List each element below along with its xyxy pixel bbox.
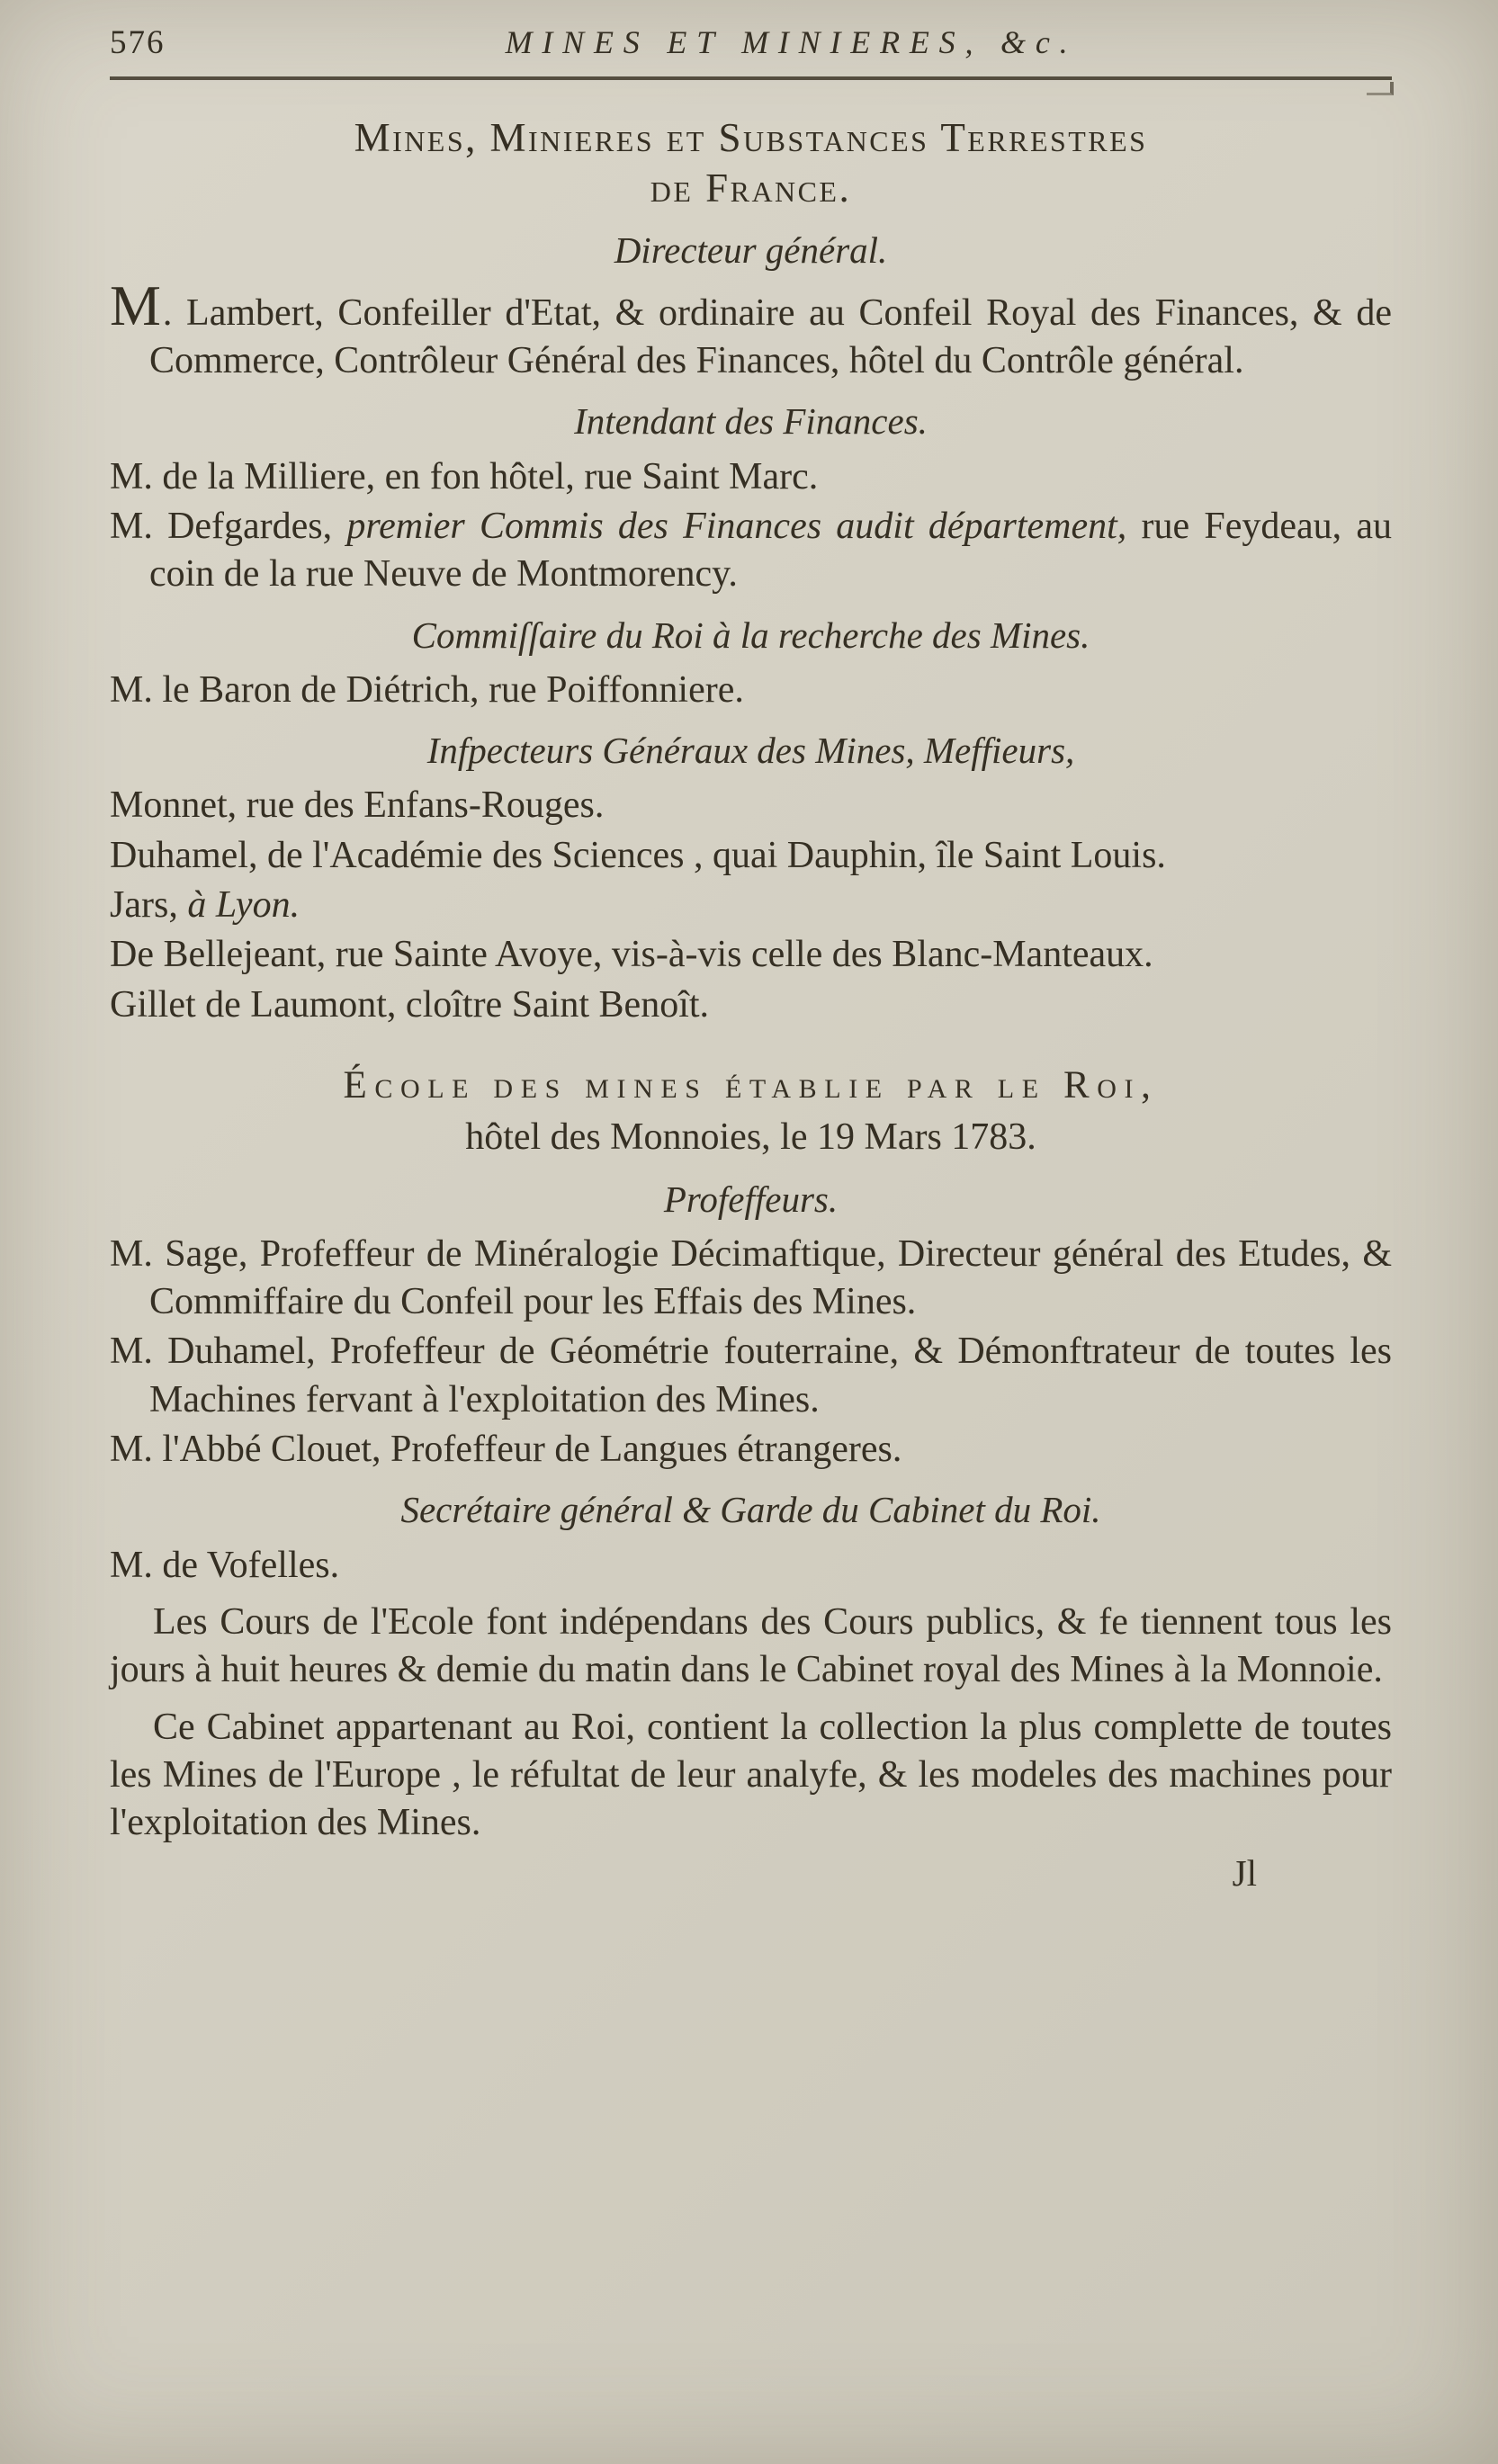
entry-duhamel-professeur: M. Duhamel, Profeffeur de Géométrie fouterraine, & Démonftrateur de toutes les Machines fervant à l'exploitation des Mines.	[110, 1331, 1392, 1420]
header-rule	[110, 76, 1392, 80]
entry-monnet: Monnet, rue des Enfans-Rouges.	[110, 784, 605, 827]
heading-commissaire-du-roi: Commiſſaire du Roi à la recherche des Mines.	[411, 614, 1090, 656]
entry-desgardes-name: M. Defgardes,	[110, 505, 347, 547]
entry-abbe-clouet: M. l'Abbé Clouet, Profeffeur de Langues étrangeres.	[110, 1429, 902, 1471]
paragraph-cours-ecole: Les Cours de l'Ecole font indépendans des Cours publics, & fe tiennent tous les jours à huit heures & demie du matin dans le Cabinet royal des Mines à la Monnoie.	[110, 1600, 1392, 1691]
entry-jars	[110, 882, 1392, 929]
entry-sage: M. Sage, Profeffeur de Minéralogie Décimaftique, Directeur général des Etudes, & Commiffaire du Confeil pour les Effais des Mines.	[110, 1232, 1392, 1323]
heading-inspecteurs-generaux: Infpecteurs Généraux des Mines, Meffieurs,	[426, 730, 1075, 772]
entry-bellejeant: De Bellejeant, rue Sainte Avoye, vis-à-vis celle des Blanc-Manteaux.	[110, 934, 1153, 976]
entry-gillet-de-laumont: Gillet de Laumont, cloître Saint Benoît.	[110, 983, 710, 1026]
running-title: MINES ET MINIERES, &c.	[505, 24, 1078, 60]
document-title	[110, 112, 1392, 214]
entry-milliere: M. de la Milliere, en fon hôtel, rue Saint Marc.	[110, 455, 819, 497]
drop-cap-m: M	[110, 273, 163, 337]
document-title-line1: Mines, Minieres et Substances Terrestres	[354, 115, 1148, 160]
entry-lambert-text: . Lambert, Confeiller d'Etat, & ordinaire au Confeil Royal des Finances, & de Commerce, Contrôleur Général des Finances, hôtel du Contrôle général.	[149, 291, 1392, 382]
entry-lambert	[110, 273, 1392, 386]
page-number: 576	[110, 24, 166, 61]
heading-secretaire-general: Secrétaire général & Garde du Cabinet du Roi.	[400, 1489, 1101, 1531]
entry-jars-place: à Lyon.	[187, 883, 300, 926]
paragraph-cabinet-roi: Ce Cabinet appartenant au Roi, contient la collection la plus complette de toutes les Mines de l'Europe , le réfultat de leur analyfe, & les modeles des machines pour l'exploitation des Mines.	[110, 1706, 1392, 1844]
heading-professeurs: Profeffeurs.	[663, 1178, 839, 1220]
document-title-line2: de France.	[650, 166, 852, 211]
heading-directeur-general: Directeur général.	[614, 228, 888, 271]
entry-desgardes	[110, 503, 1392, 599]
entry-duhamel-inspecteur: Duhamel, de l'Académie des Sciences , quai Dauphin, île Saint Louis.	[110, 834, 1166, 876]
entry-desgardes-title: premier Commis des Finances audit département,	[346, 505, 1127, 547]
rule-end-mark	[1367, 82, 1394, 95]
ecole-heading-line1: École des mines établie par le Roi,	[343, 1063, 1159, 1107]
entry-voselles: M. de Vofelles.	[110, 1544, 340, 1586]
page-header	[110, 23, 1392, 62]
ecole-heading-line2: hôtel des Monnoies, le 19 Mars 1783.	[465, 1116, 1036, 1158]
entry-jars-name: Jars,	[110, 883, 188, 926]
entry-dietrich: M. le Baron de Diétrich, rue Poiffonniere.	[110, 668, 744, 711]
entry-desgardes-address: rue Feydeau, au coin de la rue Neuve de Montmorency.	[149, 505, 1392, 596]
heading-intendant-des-finances: Intendant des Finances.	[574, 400, 928, 443]
catchword: Jl	[1232, 1851, 1257, 1894]
heading-ecole-des-mines	[110, 1060, 1392, 1163]
